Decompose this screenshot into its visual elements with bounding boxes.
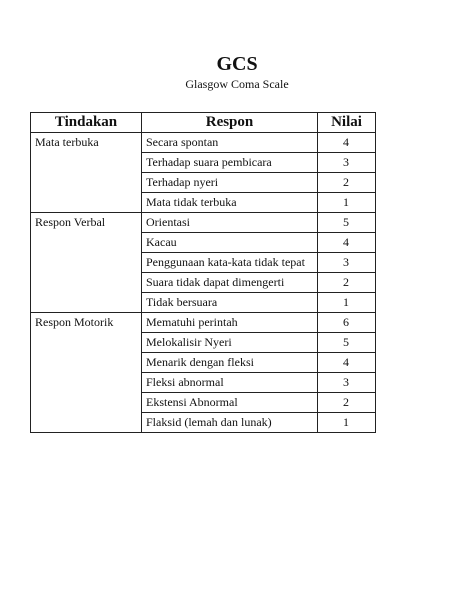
document-subtitle: Glasgow Coma Scale <box>185 77 289 91</box>
cell-nilai: 4 <box>318 233 376 253</box>
cell-respon: Tidak bersuara <box>142 293 318 313</box>
table-row <box>31 233 376 253</box>
cell-respon: Suara tidak dapat dimengerti <box>142 273 318 293</box>
cell-tindakan <box>31 413 142 433</box>
cell-nilai: 5 <box>318 333 376 353</box>
header-respon: Respon <box>142 113 318 133</box>
cell-respon: Fleksi abnormal <box>142 373 318 393</box>
header-tindakan: Tindakan <box>31 113 142 133</box>
cell-respon: Penggunaan kata-kata tidak tepat <box>142 253 318 273</box>
table-body <box>31 133 376 433</box>
table-header-row <box>31 113 376 133</box>
table-row <box>31 353 376 373</box>
cell-tindakan <box>31 333 142 353</box>
cell-respon: Menarik dengan fleksi <box>142 353 318 373</box>
cell-nilai: 2 <box>318 173 376 193</box>
cell-tindakan <box>31 373 142 393</box>
cell-nilai: 2 <box>318 273 376 293</box>
table-row <box>31 253 376 273</box>
cell-respon: Melokalisir Nyeri <box>142 333 318 353</box>
cell-nilai: 6 <box>318 313 376 333</box>
cell-respon: Terhadap suara pembicara <box>142 153 318 173</box>
cell-tindakan <box>31 173 142 193</box>
table-row <box>31 173 376 193</box>
document-title: GCS <box>216 53 258 75</box>
cell-nilai: 1 <box>318 413 376 433</box>
cell-tindakan: Respon Motorik <box>31 313 142 333</box>
cell-nilai: 3 <box>318 153 376 173</box>
cell-tindakan <box>31 253 142 273</box>
cell-tindakan: Mata terbuka <box>31 133 142 153</box>
table-row <box>31 413 376 433</box>
cell-tindakan <box>31 393 142 413</box>
cell-tindakan <box>31 353 142 373</box>
table-row <box>31 333 376 353</box>
gcs-table <box>30 112 376 433</box>
cell-respon: Mata tidak terbuka <box>142 193 318 213</box>
cell-tindakan <box>31 273 142 293</box>
cell-respon: Ekstensi Abnormal <box>142 393 318 413</box>
table-row <box>31 313 376 333</box>
table-row <box>31 393 376 413</box>
cell-tindakan <box>31 153 142 173</box>
cell-nilai: 1 <box>318 293 376 313</box>
cell-respon: Flaksid (lemah dan lunak) <box>142 413 318 433</box>
cell-nilai: 5 <box>318 213 376 233</box>
cell-nilai: 3 <box>318 253 376 273</box>
cell-tindakan <box>31 233 142 253</box>
table-row <box>31 373 376 393</box>
table-row <box>31 213 376 233</box>
cell-respon: Secara spontan <box>142 133 318 153</box>
cell-tindakan <box>31 293 142 313</box>
header-nilai: Nilai <box>318 113 376 133</box>
cell-respon: Terhadap nyeri <box>142 173 318 193</box>
cell-nilai: 4 <box>318 133 376 153</box>
table-row <box>31 273 376 293</box>
table-row <box>31 193 376 213</box>
cell-nilai: 1 <box>318 193 376 213</box>
table-row <box>31 153 376 173</box>
cell-nilai: 4 <box>318 353 376 373</box>
table-row <box>31 293 376 313</box>
cell-respon: Kacau <box>142 233 318 253</box>
cell-respon: Mematuhi perintah <box>142 313 318 333</box>
cell-tindakan: Respon Verbal <box>31 213 142 233</box>
table-row <box>31 133 376 153</box>
cell-nilai: 2 <box>318 393 376 413</box>
cell-tindakan <box>31 193 142 213</box>
cell-respon: Orientasi <box>142 213 318 233</box>
cell-nilai: 3 <box>318 373 376 393</box>
